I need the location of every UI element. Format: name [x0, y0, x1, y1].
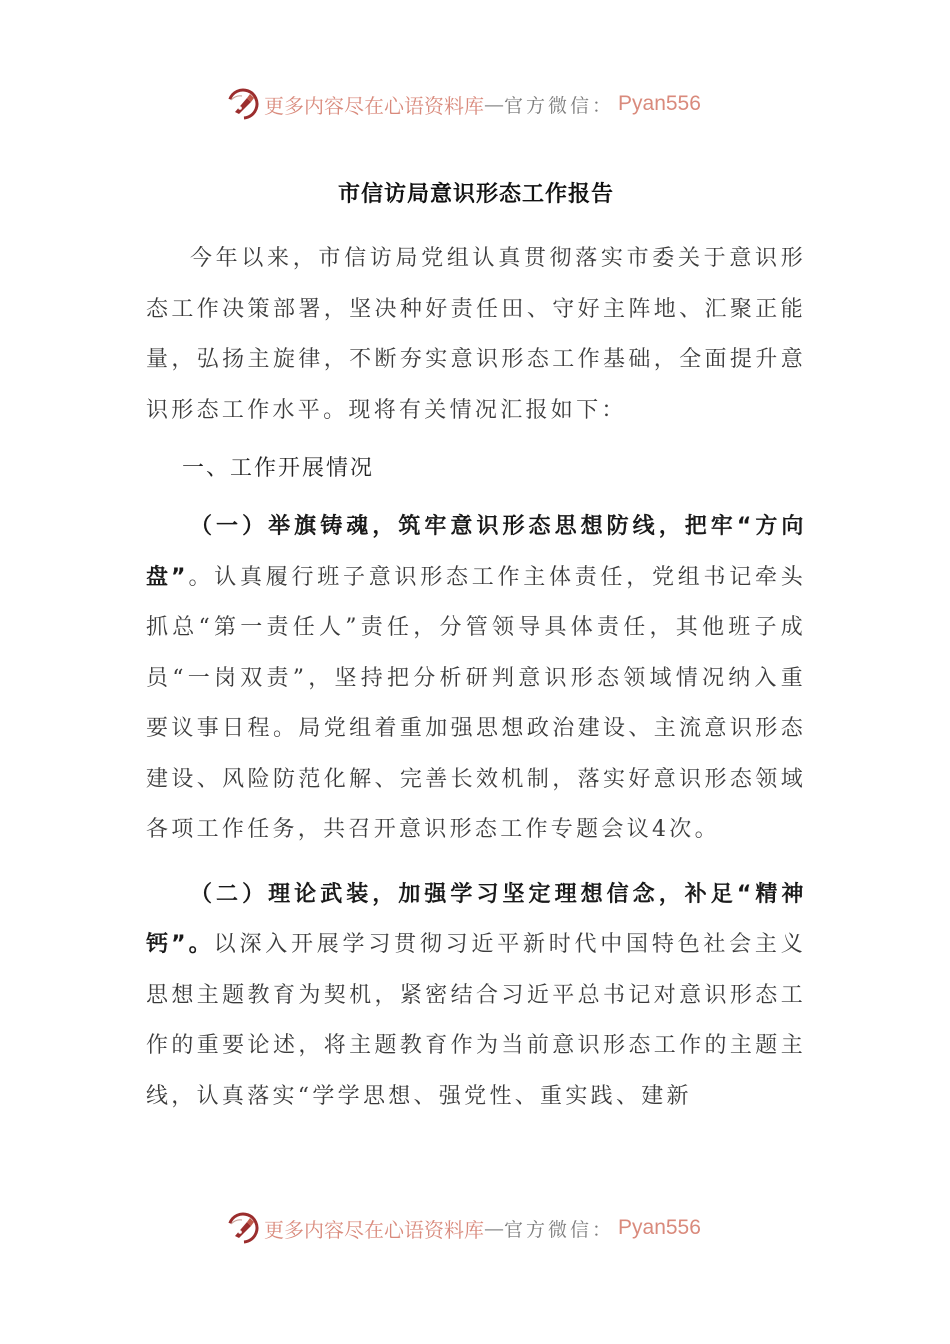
subsection-paragraph-1	[146, 502, 806, 856]
promo-text: 更多内容尽在心语资料库	[264, 93, 484, 118]
separator-dash: —	[484, 1216, 504, 1240]
subsection-paragraph-2	[146, 870, 806, 1123]
subsection-body-2: 以深入开展学习贯彻习近平新时代中国特色社会主义思想主题教育为契机，紧密结合习近平总书记对意识形态工作的重要论述，将主题教育作为当前意识形态工作的主题主线，认真落实“学学思想、强党性、重实践、建新	[146, 932, 806, 1109]
subsection-body-1: 。认真履行班子意识形态工作主体责任，党组书记牵头抓总“第一责任人”责任，分管领导具体责任，其他班子成员“一岗双责”，坚持把分析研判意识形态领域情况纳入重要议事日程。局党组着重加强思想政治建设、主流意识形态建设、风险防范化解、完善长效机制，落实好意识形态领域各项工作任务，共召开意识形态工作专题会议4次。	[146, 564, 806, 842]
subsection-lead-2: （二）理论武装，加强学习坚定理想信念，补足“精神钙”。	[146, 881, 806, 957]
wechat-id: Pyan556	[618, 1216, 701, 1239]
wechat-label: 官方微信：	[504, 1218, 615, 1241]
intro-paragraph: 今年以来，市信访局党组认真贯彻落实市委关于意识形态工作决策部署，坚决种好责任田、守好主阵地、汇聚正能量，弘扬主旋律，不断夯实意识形态工作基础，全面提升意识形态工作水平。现将有关情况汇报如下：	[146, 246, 806, 423]
header-banner	[226, 84, 726, 124]
separator-dash: —	[484, 92, 504, 116]
pen-nib-logo-icon	[226, 1211, 260, 1245]
promo-text: 更多内容尽在心语资料库	[264, 1217, 484, 1242]
wechat-label: 官方微信：	[504, 94, 615, 117]
document-title: 市信访局意识形态工作报告	[337, 182, 614, 207]
document-page	[146, 172, 806, 1122]
wechat-id: Pyan556	[618, 92, 701, 115]
footer-banner	[226, 1208, 726, 1248]
section-heading: 一、工作开展情况	[182, 456, 375, 481]
pen-nib-logo-icon	[226, 87, 260, 121]
subsection-lead-1: （一）举旗铸魂，筑牢意识形态思想防线，把牢“方向盘”	[146, 514, 806, 590]
